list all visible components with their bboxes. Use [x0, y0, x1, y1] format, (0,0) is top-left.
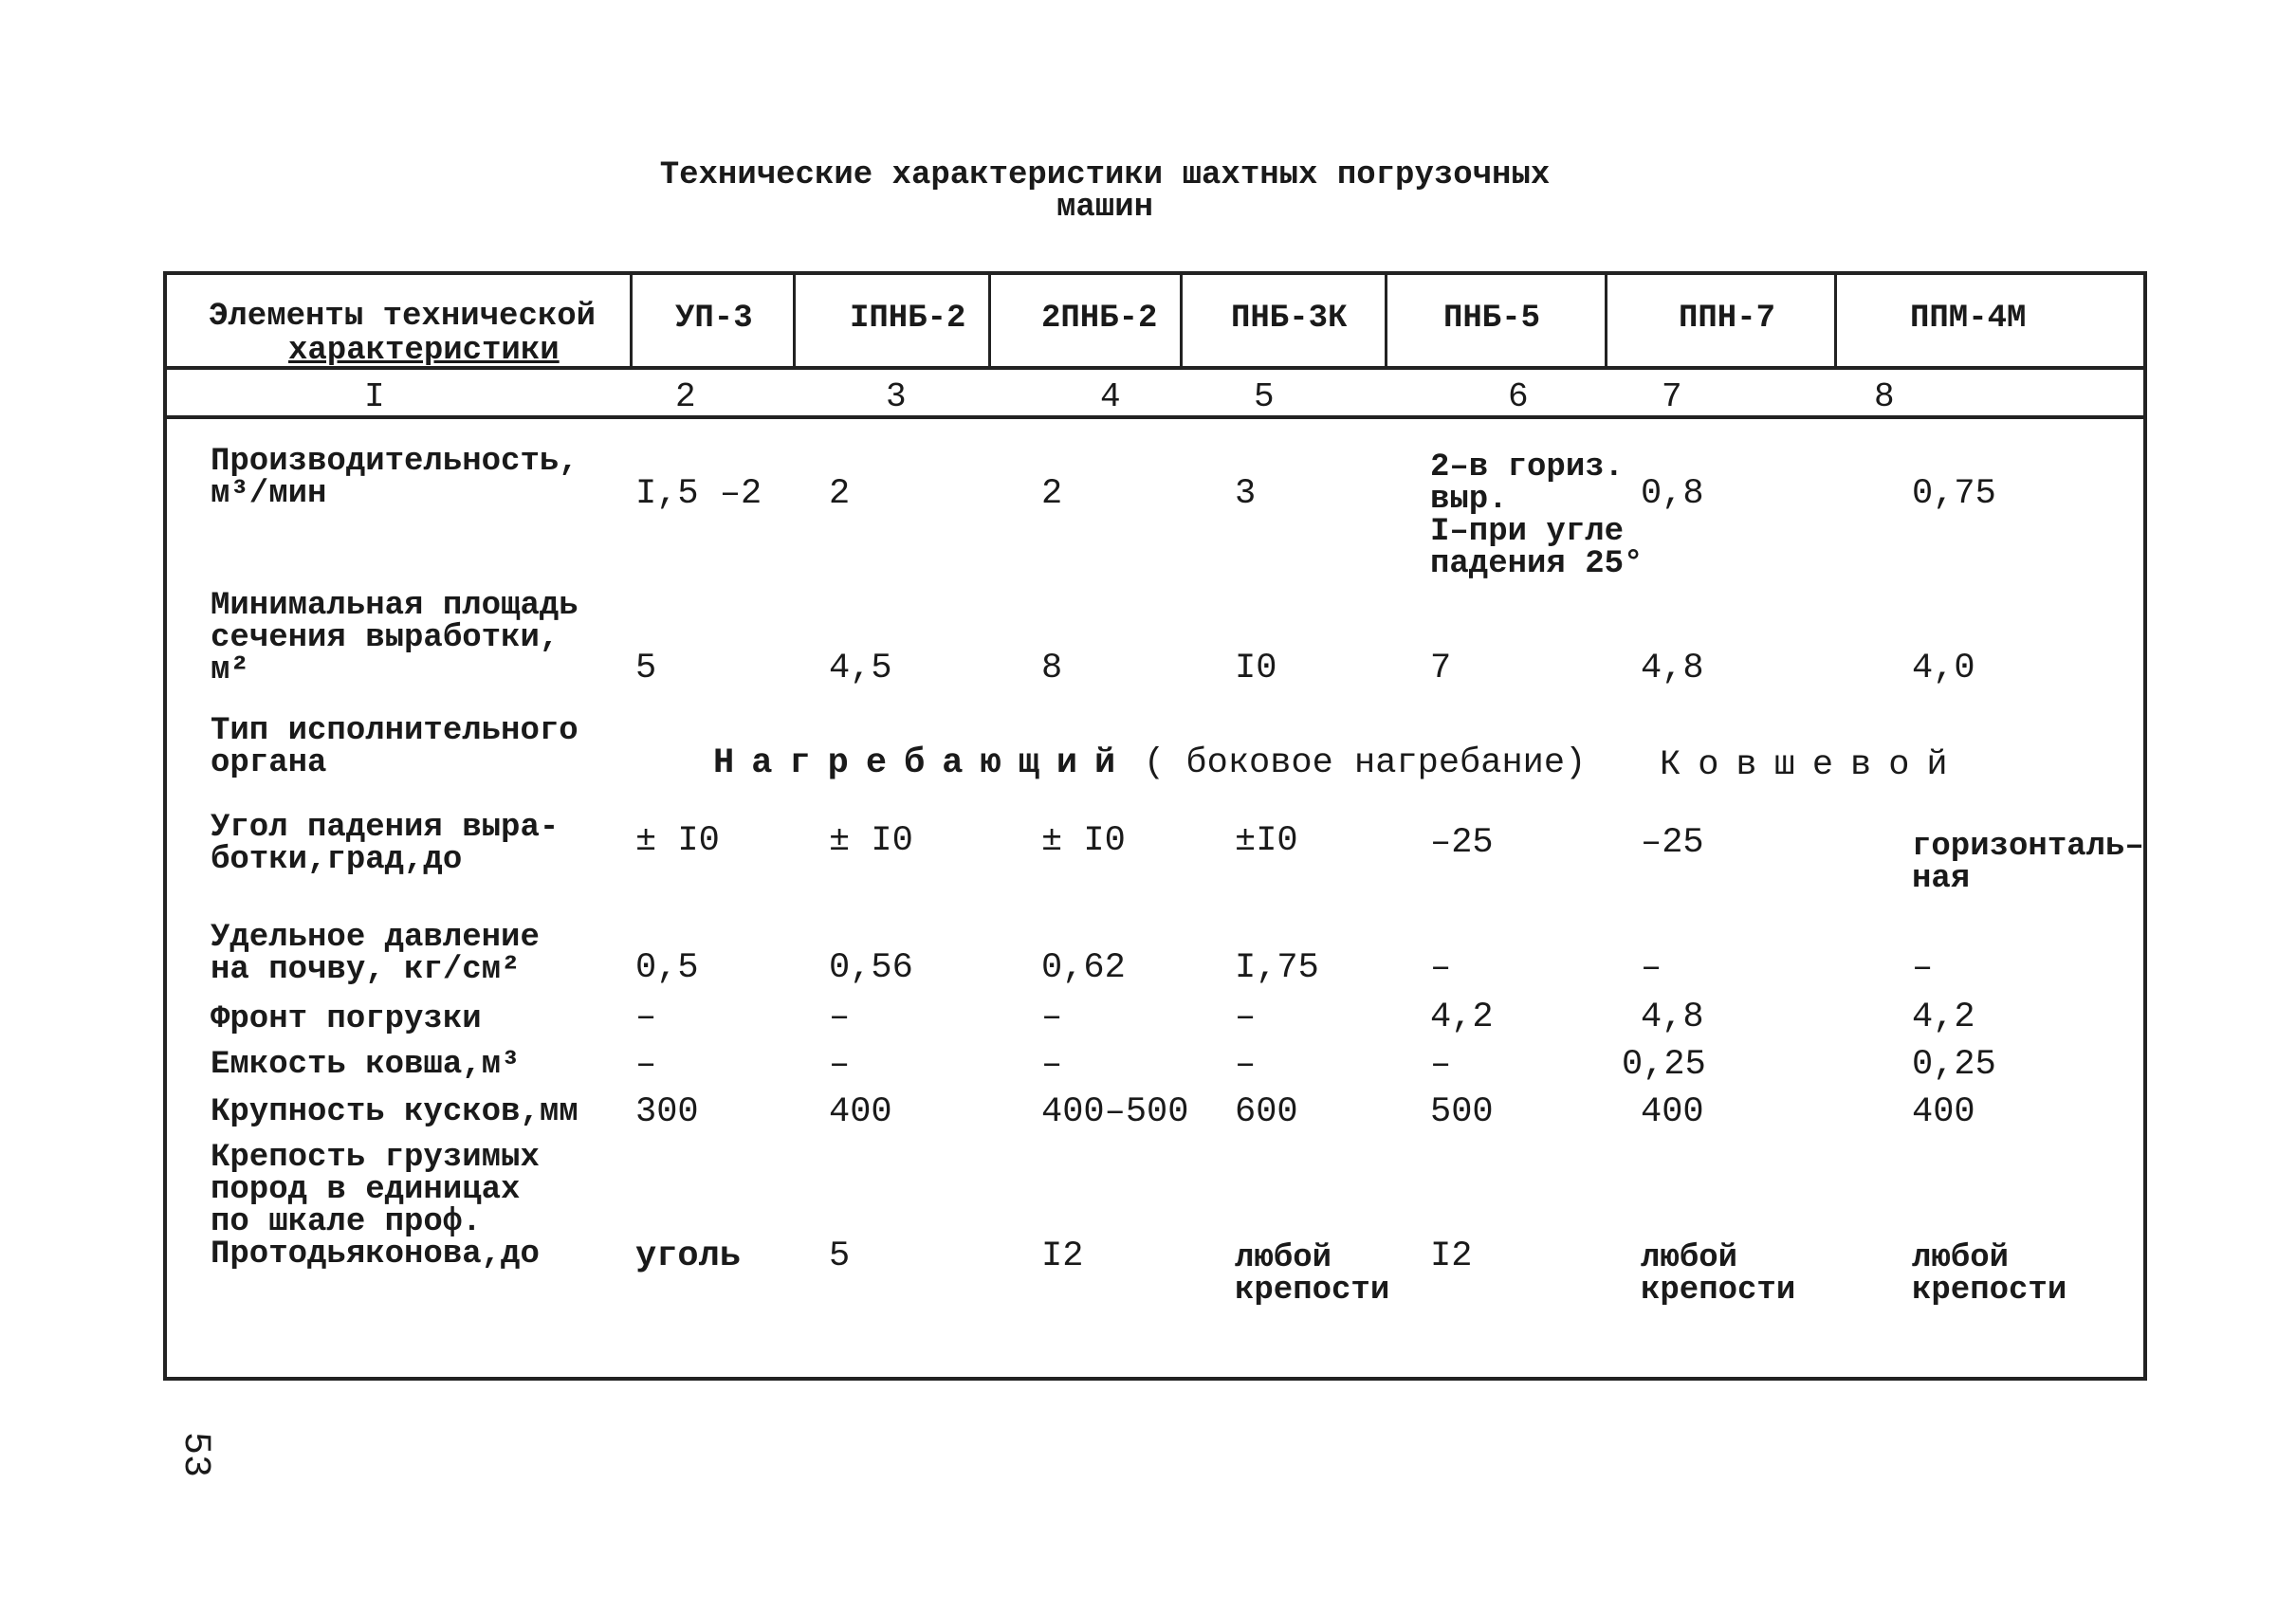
row-label-strength: Крепость грузимых пород в единицах по шкале проф. Протодьяконова,до [211, 1140, 540, 1273]
column-number: I [364, 377, 385, 416]
row-label-min-area: Минимальная площадь сечения выработки, м² [211, 588, 579, 688]
cell-value: 4,5 [829, 649, 892, 688]
cell-value: – [829, 1045, 851, 1085]
cell-value-any-strength: любой крепости [1235, 1240, 1390, 1309]
cell-value: – [1041, 998, 1063, 1037]
cell-value: – [1430, 1045, 1452, 1085]
cell-value: ± I0 [829, 821, 913, 861]
cell-value: 7 [1430, 649, 1452, 688]
document-title [0, 159, 2210, 224]
cell-value-pnb5-productivity: 2–в гориз. выр. I–при угле падения 25° [1430, 449, 1644, 582]
cell-value: 400–500 [1041, 1092, 1189, 1132]
cell-value: 0,25 [1912, 1045, 1996, 1085]
row-label-bucket: Емкость ковша,м³ [211, 1047, 521, 1083]
cell-value: – [1235, 1045, 1257, 1085]
cell-value: 0,8 [1641, 474, 1704, 514]
cell-value: 400 [1912, 1092, 1975, 1132]
column-number: 6 [1508, 377, 1529, 416]
column-divider [793, 275, 796, 370]
cell-value: 0,62 [1041, 948, 1126, 988]
cell-value: –25 [1430, 823, 1494, 863]
column-number: 2 [675, 377, 696, 416]
cell-value: уголь [635, 1236, 742, 1276]
column-number: 3 [886, 377, 907, 416]
cell-value: I,75 [1235, 948, 1319, 988]
column-divider [1605, 275, 1607, 370]
cell-value: – [1430, 948, 1452, 988]
row-label-pressure: Удельное давление на почву, кг/см² [211, 920, 540, 988]
cell-value: – [635, 1045, 657, 1085]
cell-value: ± I0 [635, 821, 720, 861]
header-machine: УП-3 [675, 301, 753, 337]
column-number: 5 [1254, 377, 1275, 416]
header-elements-line-1: Элементы технической [209, 299, 597, 335]
cell-value: – [1641, 948, 1662, 988]
column-divider [1385, 275, 1387, 370]
cell-value: ±I0 [1235, 821, 1298, 861]
cell-value: 0,75 [1912, 474, 1996, 514]
header-machine: IПНБ-2 [850, 301, 966, 337]
title-line-2: машин [1056, 190, 1154, 226]
title-line-1: Технические характеристики шахтных погрузочных [659, 157, 1551, 193]
cell-value: 400 [1641, 1092, 1704, 1132]
header-machine: 2ПНБ-2 [1041, 301, 1158, 337]
cell-value: 8 [1041, 649, 1063, 688]
row-label-organ-type: Тип исполнительного органа [211, 713, 579, 781]
cell-value: 600 [1235, 1092, 1298, 1132]
column-number-divider [163, 415, 2147, 419]
cell-value-bucket: Ковшевой [1660, 745, 1965, 785]
cell-value: – [1041, 1045, 1063, 1085]
column-number: 8 [1874, 377, 1895, 416]
page-number: 53 [174, 1432, 216, 1478]
cell-value: – [635, 998, 657, 1037]
cell-value: 5 [635, 649, 657, 688]
header-machine: ПНБ-5 [1443, 301, 1541, 337]
cell-value: 300 [635, 1092, 699, 1132]
cell-value: 4,2 [1912, 998, 1975, 1037]
cell-value-any-strength: любой крепости [1641, 1240, 1796, 1309]
cell-value: – [1912, 948, 1934, 988]
row-label-incline: Угол падения выра- ботки,град,до [211, 810, 560, 878]
cell-value: 4,8 [1641, 998, 1704, 1037]
header-machine: ПНБ-3К [1231, 301, 1348, 337]
cell-value-horizontal: горизонталь– ная [1912, 829, 2144, 897]
cell-value: 0,25 [1622, 1045, 1706, 1085]
cell-value: – [1235, 998, 1257, 1037]
cell-value: 2 [1041, 474, 1063, 514]
header-elements [209, 300, 596, 368]
column-divider [988, 275, 991, 370]
cell-value: 4,0 [1912, 649, 1975, 688]
header-machine: ППМ-4М [1910, 301, 2027, 337]
cell-value: – [829, 998, 851, 1037]
cell-value: ± I0 [1041, 821, 1126, 861]
column-divider [630, 275, 633, 370]
cell-value-scraping: Нагребающий [713, 743, 1133, 783]
cell-value: 0,5 [635, 948, 699, 988]
cell-value: I2 [1430, 1236, 1473, 1276]
row-label-productivity: Производительность, м³/мин [211, 444, 579, 512]
column-number: 4 [1100, 377, 1121, 416]
row-label-front: Фронт погрузки [211, 1001, 482, 1037]
cell-value: 3 [1235, 474, 1257, 514]
cell-value: I,5 –2 [635, 474, 762, 514]
cell-value: I0 [1235, 649, 1277, 688]
cell-value: 0,56 [829, 948, 913, 988]
cell-value: –25 [1641, 823, 1704, 863]
cell-value: 4,2 [1430, 998, 1494, 1037]
cell-value: 500 [1430, 1092, 1494, 1132]
column-divider [1180, 275, 1183, 370]
cell-value: 2 [829, 474, 851, 514]
cell-value: 400 [829, 1092, 892, 1132]
column-number: 7 [1662, 377, 1682, 416]
header-elements-line-2: характеристики [288, 333, 560, 369]
cell-value-any-strength: любой крепости [1912, 1240, 2067, 1309]
header-machine: ППН-7 [1679, 301, 1776, 337]
row-label-lump-size: Крупность кусков,мм [211, 1094, 579, 1130]
cell-value: 5 [829, 1236, 851, 1276]
cell-value-scraping-note: ( боковое нагребание) [1144, 743, 1587, 783]
cell-value: I2 [1041, 1236, 1084, 1276]
cell-value: 4,8 [1641, 649, 1704, 688]
column-divider [1834, 275, 1837, 370]
